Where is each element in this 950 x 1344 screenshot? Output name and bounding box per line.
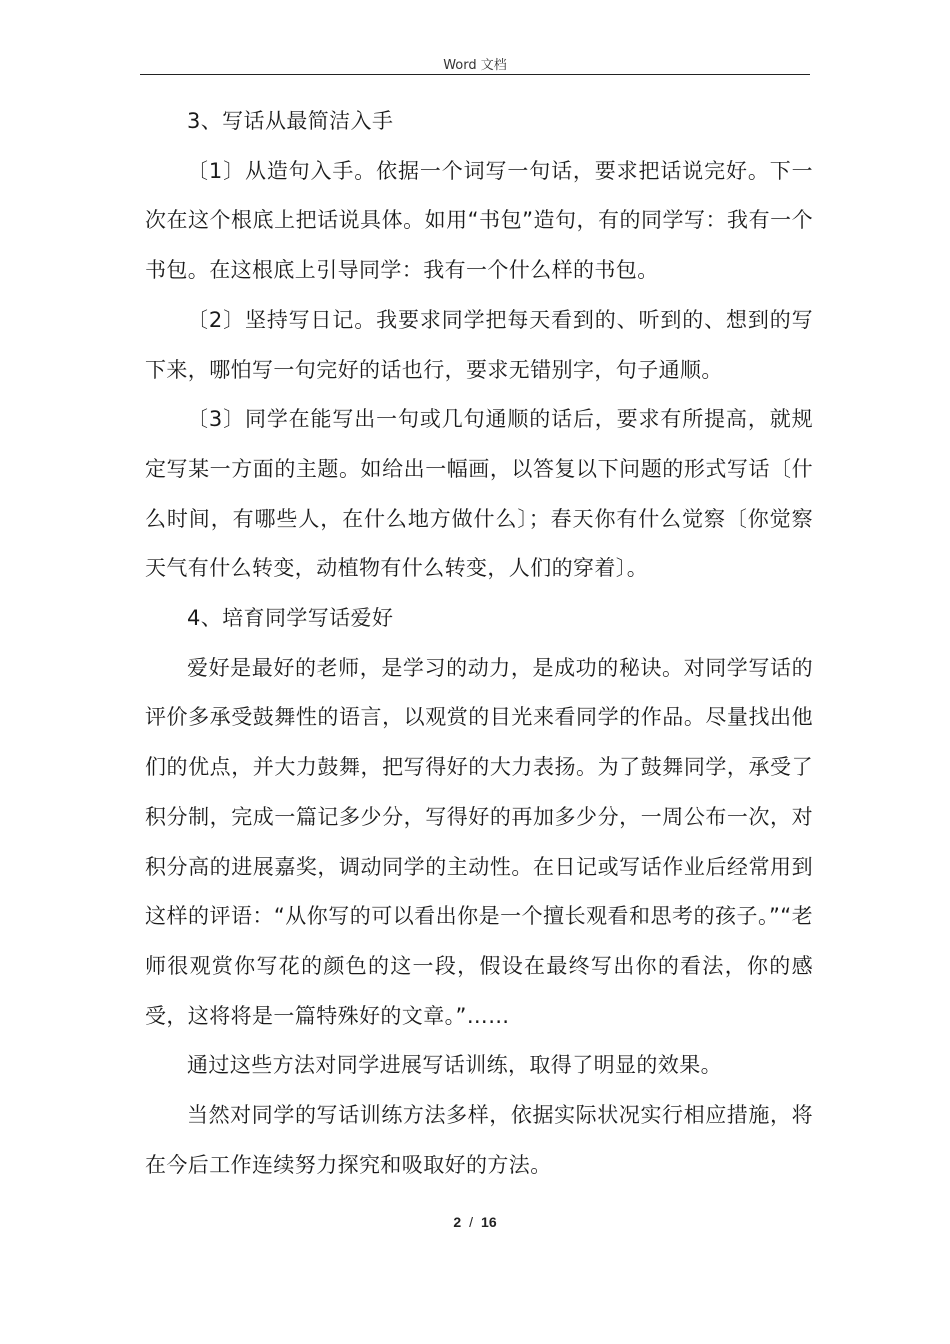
page-separator: /: [469, 1214, 474, 1230]
header-title: Word 文档: [443, 58, 507, 73]
paragraph: 〔2〕坚持写日记。我要求同学把每天看到的、听到的、想到的写下来，哪怕写一句完好的话也行，要求无错别字，句子通顺。: [145, 307, 813, 382]
total-pages: 16: [481, 1214, 497, 1230]
paragraph: 当然对同学的写话训练方法多样，依据实际状况实行相应措施，将在今后工作连续努力探究和吸取好的方法。: [145, 1103, 813, 1177]
document-body: [145, 97, 813, 1190]
paragraph: 通过这些方法对同学进展写话训练，取得了明显的效果。: [187, 1053, 722, 1078]
section-heading: 3、写话从最简洁入手: [187, 109, 394, 133]
paragraph: 爱好是最好的老师，是学习的动力，是成功的秘诀。对同学写话的评价多承受鼓舞性的语言，以观赏的目光来看同学的作品。尽量找出他们的优点，并大力鼓舞，把写得好的大力表扬。为了鼓舞同学，承受了积分制，完成一篇记多少分，写得好的再加多少分，一周公布一次，对积分高的进展嘉奖，调动同学的主动性。在日记或写话作业后经常用到这样的评语：“从你写的可以看出你是一个擅长观看和思考的孩子。”“老师很观赏你写花的颜色的这一段，假设在最终写出你的看法，你的感受，这将将是一篇特殊好的文章。”……: [145, 655, 813, 1028]
paragraph: 〔3〕同学在能写出一句或几句通顺的话后，要求有所提高，就规定写某一方面的主题。如给出一幅画，以答复以下问题的形式写话〔什么时间，有哪些人，在什么地方做什么〕；春天你有什么觉察〔你觉察天气有什么转变，动植物有什么转变，人们的穿着〕。: [145, 407, 813, 581]
page-header: [140, 54, 810, 75]
current-page: 2: [453, 1214, 462, 1230]
page-number: [0, 1214, 950, 1230]
section-heading: 4、培育同学写话爱好: [187, 606, 394, 631]
paragraph: 〔1〕从造句入手。依据一个词写一句话，要求把话说完好。下一次在这个根底上把话说具体。如用“书包”造句，有的同学写：我有一个书包。在这根底上引导同学：我有一个什么样的书包。: [145, 158, 813, 283]
